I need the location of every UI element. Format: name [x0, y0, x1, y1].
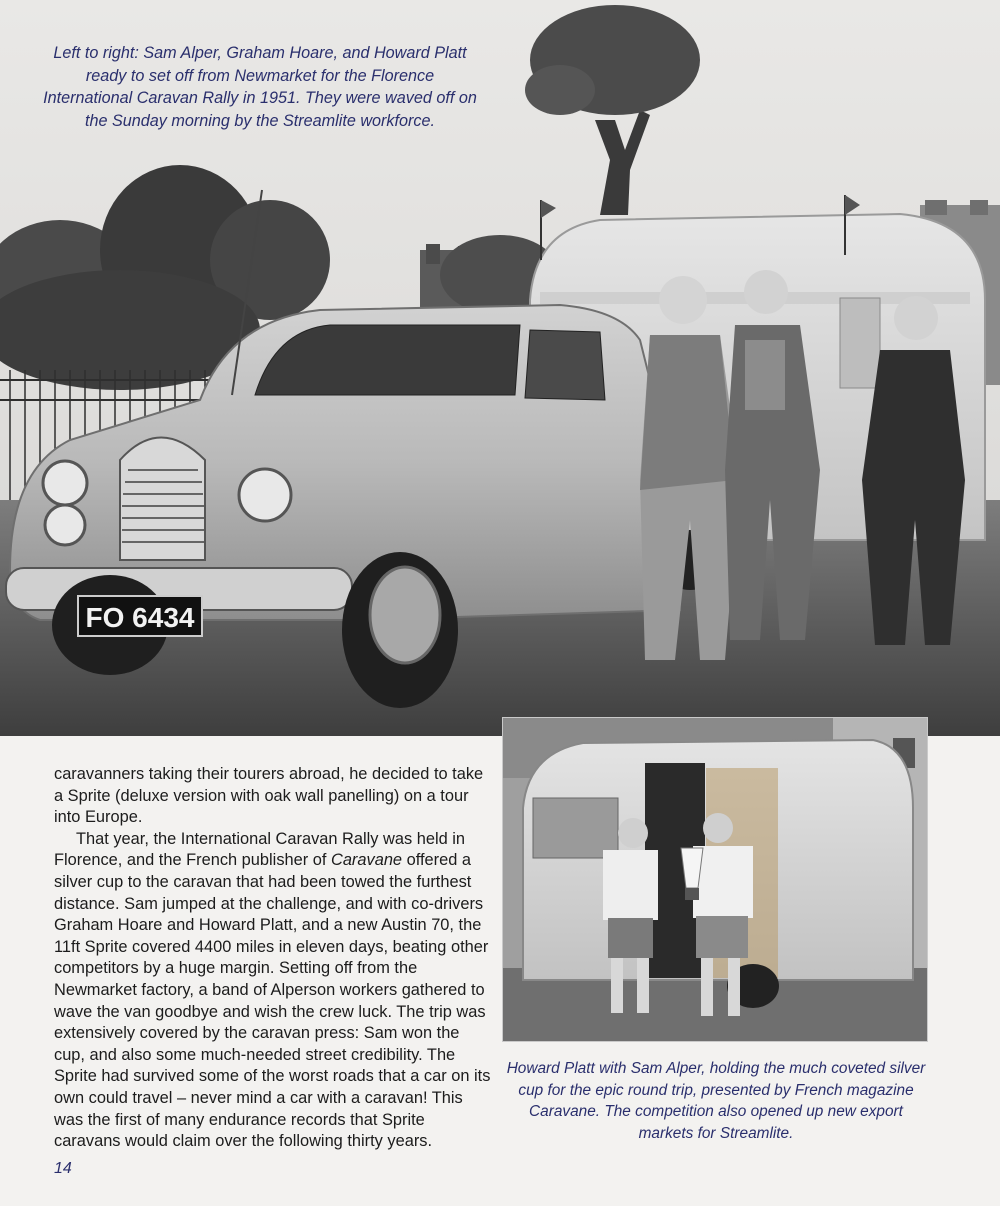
top-photo-caption: Left to right: Sam Alper, Graham Hoare, and Howard Platt ready to set off from Newmarket for the Florence International Caravan Rally in 1951. They were waved off on the Sunday morning by the Streamlite workforce.	[43, 44, 477, 130]
body-paragraph-2-start: That year, the International Caravan Rally was held in Florence, and the French publisher of	[54, 829, 466, 870]
body-paragraph-1: caravanners taking their tourers abroad, he decided to take a Sprite (deluxe version with oak wall panelling) on a tour into Europe.	[54, 765, 484, 827]
inset-photo-caption: Howard Platt with Sam Alper, holding the much coveted silver cup for the epic round trip, presented by French magazine Caravane. The competition also opened up new export markets for Streamlite.	[506, 1060, 926, 1142]
body-paragraph-2-end: offered a silver cup to the caravan that had been towed the furthest distance. Sam jumped at the challenge, and with co-drivers Graham Hoare and Howard Platt, and a new Austin 70, the 11ft Sprite covered 4400 miles in eleven days, beating other competitors by a huge margin. Setting off from the Newmarket factory, a band of Alperson workers gathered to wave the van goodbye and wish the crew luck. The trip was extensively covered by the caravan press: Sam won the cup, and also some much-needed street credibility. The Sprite had survived some of the worst roads that a car on its own could travel – never mind a car with a caravan! This was the first of many endurance records that Sprite caravans would claim over the following thirty years.	[54, 851, 491, 1151]
inset-photograph	[502, 717, 928, 1042]
number-plate-text: FO 6434	[85, 602, 195, 633]
body-text-column	[54, 764, 494, 1153]
caravan-and-trophy-photo	[503, 718, 927, 1041]
magazine-title: Caravane	[330, 851, 403, 870]
page-number: 14	[54, 1160, 72, 1177]
body-paragraph-2	[54, 829, 494, 1153]
